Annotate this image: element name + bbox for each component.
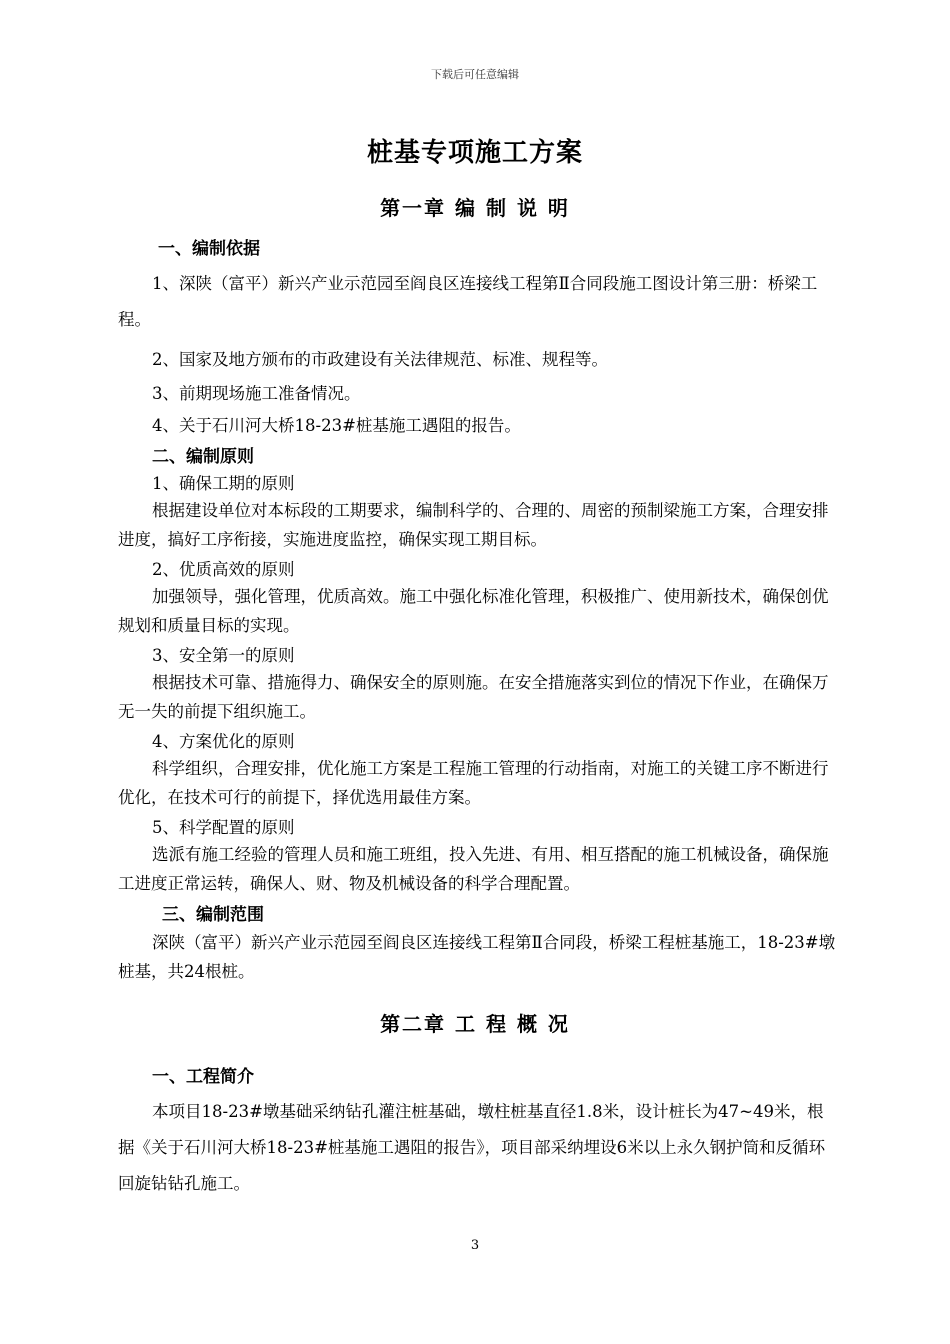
section-heading-scope: 三、编制范围 xyxy=(162,905,264,925)
section-heading-overview: 一、工程简介 xyxy=(152,1067,254,1087)
chapter-1-title: 第一章 编 制 说 明 xyxy=(380,196,570,220)
paragraph-basis-2: 2、国家及地方颁布的市政建设有关法律规范、标准、规程等。 xyxy=(152,350,608,369)
paragraph-basis-4: 4、关于石川河大桥18-23#桩基施工遇阻的报告。 xyxy=(152,416,521,435)
chapter-2-title: 第二章 工 程 概 况 xyxy=(380,1012,570,1036)
principle-1-title: 1、确保工期的原则 xyxy=(152,474,295,493)
section-heading-principles: 二、编制原则 xyxy=(152,447,254,467)
principle-1-text: 根据建设单位对本标段的工期要求，编制科学的、合理的、周密的预制梁施工方案，合理安排进度，搞好工序衔接，实施进度监控，确保实现工期目标。 xyxy=(118,501,829,549)
scope-text: 深陕（富平）新兴产业示范园至阎良区连接线工程第Ⅱ合同段，桥梁工程桩基施工，18-23#墩桩基，共24根桩。 xyxy=(118,933,836,981)
principle-3-text: 根据技术可靠、措施得力、确保安全的原则施。在安全措施落实到位的情况下作业，在确保万无一失的前提下组织施工。 xyxy=(118,673,829,721)
principle-5-title: 5、科学配置的原则 xyxy=(152,818,295,837)
principle-4-title: 4、方案优化的原则 xyxy=(152,732,295,751)
principle-3-title: 3、安全第一的原则 xyxy=(152,646,295,665)
principle-4-text: 科学组织，合理安排，优化施工方案是工程施工管理的行动指南，对施工的关键工序不断进行优化，在技术可行的前提下，择优选用最佳方案。 xyxy=(118,759,829,807)
paragraph-basis-1: 1、深陕（富平）新兴产业示范园至阎良区连接线工程第Ⅱ合同段施工图设计第三册：桥梁工程。 xyxy=(118,274,818,329)
principle-2-title: 2、优质高效的原则 xyxy=(152,560,295,579)
principle-2-text: 加强领导，强化管理，优质高效。施工中强化标准化管理，积极推广、使用新技术，确保创优规划和质量目标的实现。 xyxy=(118,587,829,635)
paragraph-basis-3: 3、前期现场施工准备情况。 xyxy=(152,384,361,403)
document-title: 桩基专项施工方案 xyxy=(366,138,583,168)
section-heading-basis: 一、编制依据 xyxy=(158,239,260,259)
overview-text: 本项目18-23#墩基础采纳钻孔灌注桩基础，墩柱桩基直径1.8米，设计桩长为47~49米，根据《关于石川河大桥18-23#桩基施工遇阻的报告》，项目部采纳埋设6米以上永久钢护筒和反循环回旋钻钻孔施工。 xyxy=(118,1102,826,1193)
principle-5-text: 选派有施工经验的管理人员和施工班组，投入先进、有用、相互搭配的施工机械设备，确保施工进度正常运转，确保人、财、物及机械设备的科学合理配置。 xyxy=(118,845,829,893)
page-header: 下载后可任意编辑 xyxy=(431,68,519,81)
page-number: 3 xyxy=(470,1238,480,1253)
